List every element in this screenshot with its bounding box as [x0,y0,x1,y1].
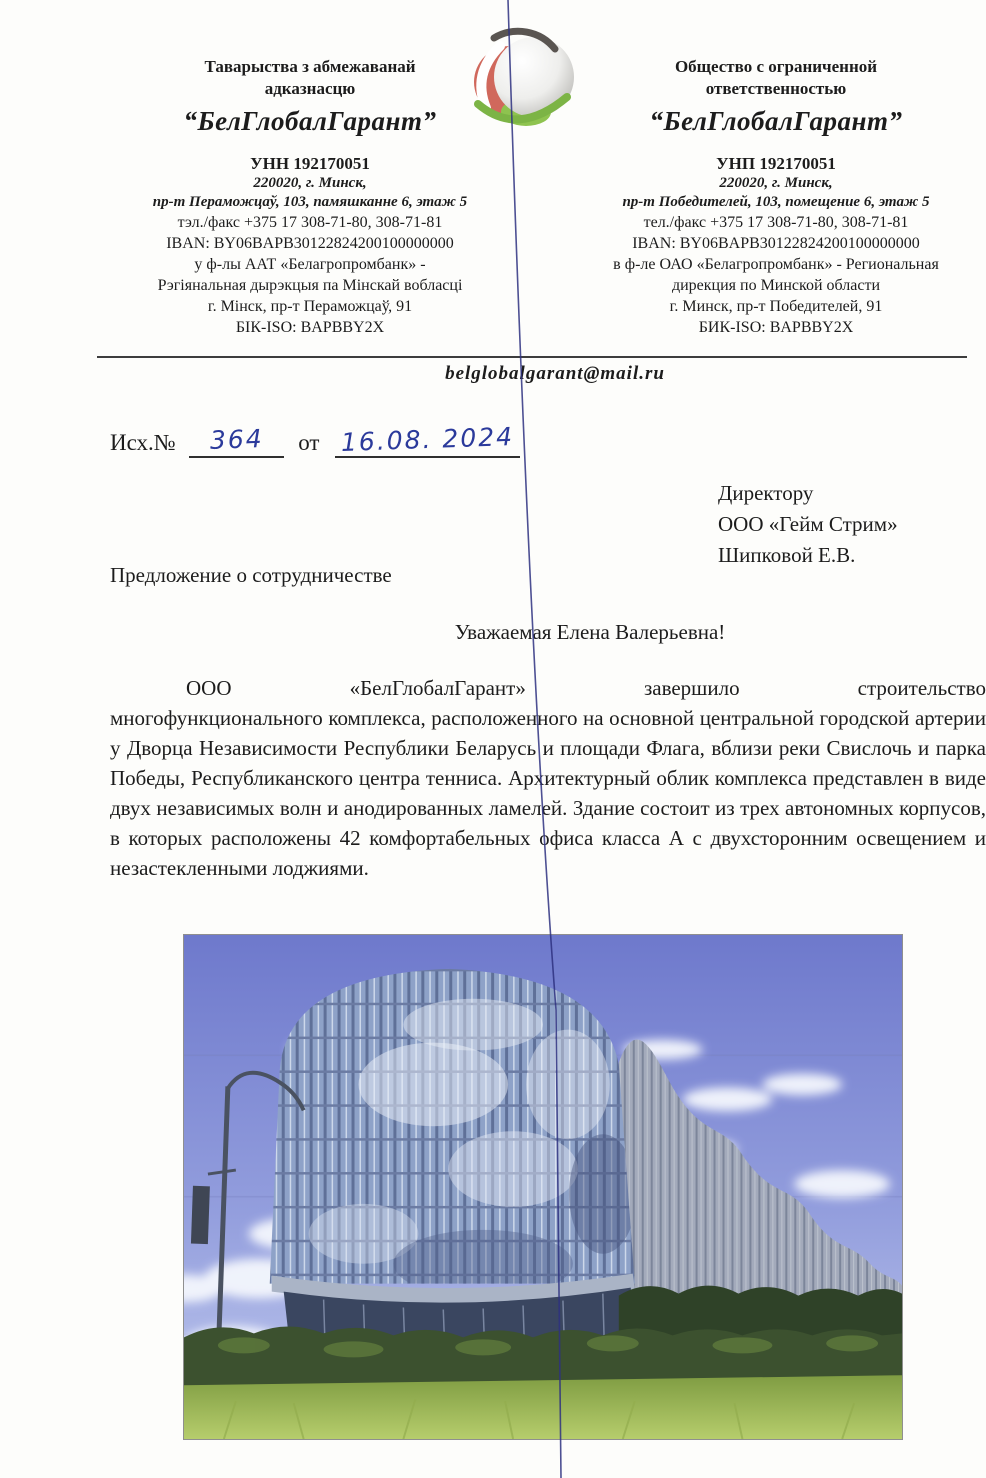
org-type-by-line2: адказнасцю [264,79,356,98]
ref-prefix-label: Исх.№ [110,430,176,455]
bank-ru-line1: в ф-ле ОАО «Белагропромбанк» - Региональная [613,256,939,273]
salutation: Уважаемая Елена Валерьевна! [454,620,726,644]
bank-ru-line2: дирекция по Минской области [671,277,881,294]
body-rest: многофункционального комплекса, расположенного на основной центральной городской артерии у Дворца Независимости Республики Беларусь и площади Флага, вблизи реки Свислочь и парка Победы, Республиканского центра тенниса. Архитектурный облик комплекса представлен в виде двух независимых волн и анодированных ламелей. Здание состоит из трех автономных корпусов, в которых расположены 42 комфортабельных офиса класса А с двухсторонним освещением и незастекленными лоджиями. [110,706,986,880]
addressee-block [718,478,898,571]
letter-body [110,673,986,883]
ref-ot-label: от [298,430,320,455]
letterhead-right [566,56,986,338]
tax-id-unp: УНП 192170051 [716,154,836,173]
bank-by-line1: у ф-лы ААТ «Белагропромбанк» - [194,256,426,273]
bank-by-line2: Рэгіянальная дырэкцыя па Мінскай вобласці [157,277,463,294]
company-name-ru: “БелГлобалГарант” [649,106,903,136]
iban-by: IBAN: BY06BAPB30122824200100000000 [166,235,454,252]
iban-ru: IBAN: BY06BAPB30122824200100000000 [632,235,920,252]
bic-by: БІК-ISO: BAPBBY2X [235,319,385,336]
ref-number-handwritten: 364 [209,424,265,455]
ref-number-blank [189,424,284,458]
building-photo [183,934,903,1440]
body-first-line: ООО «БелГлобалГарант» завершило строительство [186,676,986,700]
bank-by-line3: г. Мінск, пр-т Пераможцаў, 91 [207,298,413,315]
addressee-title: Директору [718,481,814,505]
letterhead-divider [97,356,967,358]
address-by-line1: 220020, г. Минск, [253,175,367,191]
bic-ru: БИК-ISO: BAPBBY2X [698,319,854,336]
phone-ru: тел./факс +375 17 308-71-80, 308-71-81 [643,214,909,231]
org-type-ru-line2: ответственностью [705,79,847,98]
org-type-ru-line1: Общество с ограниченной [674,57,878,76]
letterhead-left [100,56,520,338]
address-ru-line2: пр-т Победителей, 103, помещение 6, этаж 5 [622,194,930,210]
phone-by: тэл./факс +375 17 308-71-80, 308-71-81 [177,214,443,231]
bank-ru-line3: г. Минск, пр-т Победителей, 91 [669,298,883,315]
addressee-person: Шипковой Е.В. [718,543,856,567]
address-by-line2: пр-т Пераможцаў, 103, памяшканне 6, этаж 5 [152,194,468,210]
org-type-by-line1: Таварыства з абмежаванай [204,57,416,76]
ref-date-handwritten: 16.08. 2024 [340,421,515,458]
tax-id-unn: УНН 192170051 [250,154,370,173]
address-ru-line1: 220020, г. Минск, [719,175,833,191]
ref-date-blank [335,421,520,458]
company-name-by: “БелГлобалГарант” [183,106,437,136]
building-photo-art [184,935,902,1439]
outgoing-ref-line [110,421,520,458]
company-email: belglobalgarant@mail.ru [445,363,665,384]
letter-subject: Предложение о сотрудничестве [110,563,392,587]
addressee-company: ООО «Гейм Стрим» [718,512,898,536]
